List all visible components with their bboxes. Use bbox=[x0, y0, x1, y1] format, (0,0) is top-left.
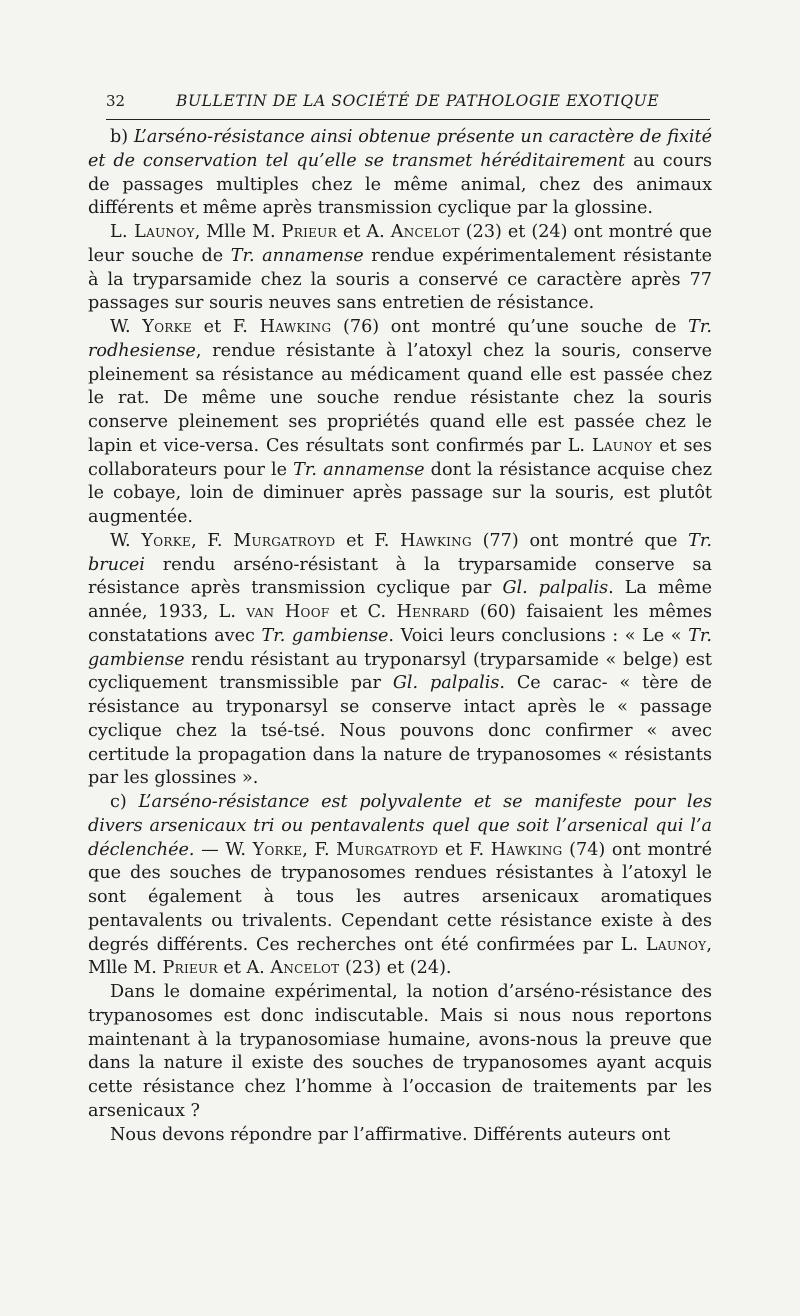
paragraph-3: W. Yorke et F. Hawking (76) ont montré qu’une souche de Tr. rodhesiense, rendue résistante à l’atoxyl chez la souris, conserve pleinement sa résistance au médicament quand elle est passée chez le rat. De même une souche rendue résistante chez la souris conserve pleinement ses propriétés quand elle est passée chez le lapin et vice-versa. Ces résultats sont confirmés par L. Launoy et ses collaborateurs pour le Tr. annamense dont la résistance acquise chez le cobaye, loin de diminuer après passage sur la souris, est plutôt augmentée. bbox=[88, 317, 713, 527]
paragraph-6: Dans le domaine expérimental, la notion d’arséno-résistance des trypanosomes est donc indiscutable. Mais si nous nous reportons maintenant à la trypanosomiase humaine, avons-nous la preuve que dans la nature il existe des souches de trypanosomes ayant acquis cette résistance chez l’homme à l’occasion de traitements par les arsenicaux ? bbox=[88, 982, 712, 1121]
paragraph-4: W. Yorke, F. Murgatroyd et F. Hawking (77) ont montré que Tr. brucei rendu arséno-résistant à la tryparsamide conserve sa résistance après transmission cyclique par Gl. palpalis. La même année, 1933, L. van Hoof et C. Henrard (60) faisaient les mêmes constatations avec Tr. gambiense. Voici leurs conclusions : « Le « Tr. gambiense rendu résistant au tryponarsyl (tryparsamide « belge) est cycliquement transmissible par Gl. palpalis. Ce carac- « tère de résistance au tryponarsyl se conserve intact après le « passage cyclique chez la tsé-tsé. Nous pouvons donc confirmer « avec certitude la propagation dans la nature de trypanosomes « résistants par les glossines ». bbox=[88, 530, 713, 789]
page-header bbox=[106, 88, 710, 118]
paragraph-5: c) L’arséno-résistance est polyvalente et se manifeste pour les divers arsenicaux tri ou pentavalents quel que soit l’arsenical qui l’a déclenchée. — W. Yorke, F. Murgatroyd et F. Hawking (74) ont montré que des souches de trypanosomes rendues résistantes à l’atoxyl le sont également à tous les autres arsenicaux aromatiques pentavalents ou trivalents. Cependant cette résistance existe à des degrés différents. Ces recherches ont été confirmées par L. Launoy, Mlle M. Prieur et A. Ancelot (23) et (24). bbox=[88, 792, 712, 979]
page-number: 32 bbox=[106, 92, 126, 110]
header-rule bbox=[106, 119, 710, 120]
paragraph-1: b) L’arséno-résistance ainsi obtenue présente un caractère de fixité et de conservation tel qu’elle se transmet héréditairement au cours de passages multiples chez le même animal, chez des animaux différents et même après transmission cyclique par la glossine. bbox=[88, 127, 712, 219]
paragraph-2: L. Launoy, Mlle M. Prieur et A. Ancelot (23) et (24) ont montré que leur souche de Tr. annamense rendue expérimentalement résistante à la tryparsamide chez la souris a conservé ce caractère après 77 passages sur souris neuves sans entretien de résistance. bbox=[88, 222, 713, 314]
running-title: BULLETIN DE LA SOCIÉTÉ DE PATHOLOGIE EXOTIQUE bbox=[176, 92, 660, 110]
body-text bbox=[88, 126, 712, 1147]
paragraph-7: Nous devons répondre par l’affirmative. Différents auteurs ont bbox=[110, 1124, 671, 1145]
